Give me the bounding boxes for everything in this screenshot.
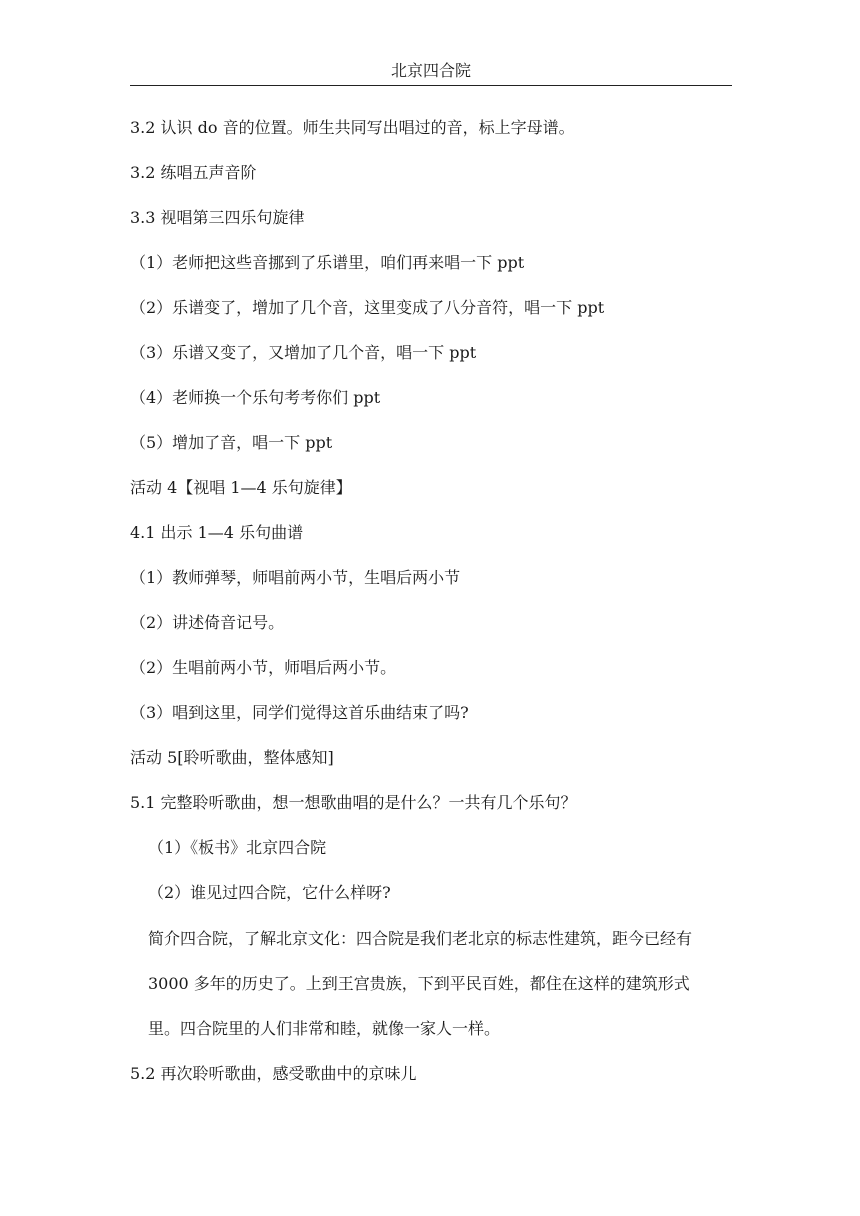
text-line: （1）老师把这些音挪到了乐谱里，咱们再来唱一下 ppt <box>130 253 525 272</box>
text-line: 3.3 视唱第三四乐句旋律 <box>130 208 305 227</box>
page-header-title: 北京四合院 <box>390 61 471 80</box>
text-line: （1）教师弹琴，师唱前两小节，生唱后两小节 <box>130 568 461 587</box>
paragraph-line: 简介四合院，了解北京文化：四合院是我们老北京的标志性建筑，距今已经有 <box>148 929 693 948</box>
section-heading: 活动 5[聆听歌曲，整体感知] <box>130 748 334 767</box>
text-line: （2）乐谱变了，增加了几个音，这里变成了八分音符，唱一下 ppt <box>130 298 605 317</box>
paragraph-line: 里。四合院里的人们非常和睦，就像一家人一样。 <box>148 1019 501 1038</box>
text-line: 5.2 再次聆听歌曲，感受歌曲中的京味儿 <box>130 1064 417 1083</box>
header-rule <box>130 85 732 86</box>
section-heading: 活动 4【视唱 1—4 乐句旋律】 <box>130 478 352 497</box>
text-line: 3.2 认识 do 音的位置。师生共同写出唱过的音，标上字母谱。 <box>130 118 575 137</box>
text-line: （3）乐谱又变了，又增加了几个音，唱一下 ppt <box>130 343 477 362</box>
text-line: （1）《板书》北京四合院 <box>148 838 327 857</box>
text-line: （2）谁见过四合院，它什么样呀? <box>148 883 391 902</box>
text-line: 3.2 练唱五声音阶 <box>130 163 257 182</box>
text-line: 4.1 出示 1—4 乐句曲谱 <box>130 523 304 542</box>
text-line: （4）老师换一个乐句考考你们 ppt <box>130 388 381 407</box>
text-line: （3）唱到这里，同学们觉得这首乐曲结束了吗? <box>130 703 469 722</box>
text-line: （2）生唱前两小节，师唱后两小节。 <box>130 658 397 677</box>
paragraph-line: 3000 多年的历史了。上到王宫贵族，下到平民百姓，都住在这样的建筑形式 <box>148 974 690 993</box>
text-line: 5.1 完整聆听歌曲，想一想歌曲唱的是什么？一共有几个乐句？ <box>130 793 577 812</box>
text-line: （5）增加了音，唱一下 ppt <box>130 433 333 452</box>
text-line: （2）讲述倚音记号。 <box>130 613 285 632</box>
